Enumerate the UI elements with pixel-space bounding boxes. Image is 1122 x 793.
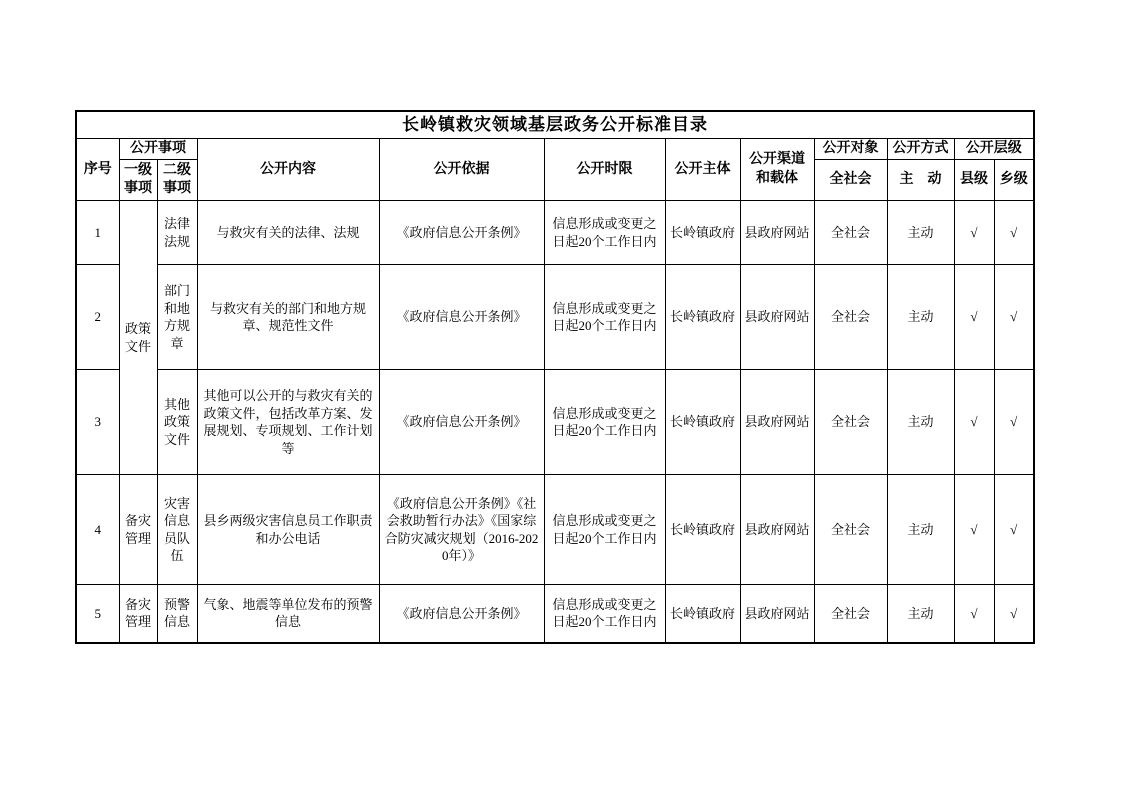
header-method-value: 主 动 xyxy=(887,160,954,201)
row1-county-checkmark: √ xyxy=(954,201,994,265)
table-row xyxy=(76,370,1034,475)
row1-method: 主动 xyxy=(887,201,954,265)
row3-basis: 《政府信息公开条例》 xyxy=(379,370,544,475)
row3-channel: 县政府网站 xyxy=(740,370,814,475)
row4-level1-matter: 备灾管理 xyxy=(119,475,157,585)
row3-township-checkmark: √ xyxy=(994,370,1034,475)
header-township-level: 乡级 xyxy=(994,160,1034,201)
row3-method: 主动 xyxy=(887,370,954,475)
row2-serial-no: 2 xyxy=(76,265,119,370)
row1-subject: 长岭镇政府 xyxy=(665,201,740,265)
row5-county-checkmark: √ xyxy=(954,585,994,643)
row4-basis: 《政府信息公开条例》《社会救助暂行办法》《国家综合防灾减灾规划（2016-2020年）》 xyxy=(379,475,544,585)
header-open-level: 公开层级 xyxy=(954,139,1034,160)
header-open-subject: 公开主体 xyxy=(665,139,740,201)
header-open-time-limit: 公开时限 xyxy=(544,139,665,201)
row4-level2-matter: 灾害信息员队伍 xyxy=(157,475,197,585)
row2-county-checkmark: √ xyxy=(954,265,994,370)
row4-time-limit: 信息形成或变更之日起20个工作日内 xyxy=(544,475,665,585)
row5-level2-matter: 预警信息 xyxy=(157,585,197,643)
row2-content: 与救灾有关的部门和地方规章、规范性文件 xyxy=(197,265,379,370)
header-open-content: 公开内容 xyxy=(197,139,379,201)
row2-method: 主动 xyxy=(887,265,954,370)
row4-method: 主动 xyxy=(887,475,954,585)
header-open-audience: 公开对象 xyxy=(814,139,887,160)
table-title-row xyxy=(76,111,1034,139)
header-serial-no: 序号 xyxy=(76,139,119,201)
catalog-table xyxy=(75,110,1035,644)
row3-level2-matter: 其他政策文件 xyxy=(157,370,197,475)
row4-audience: 全社会 xyxy=(814,475,887,585)
row2-audience: 全社会 xyxy=(814,265,887,370)
row1-channel: 县政府网站 xyxy=(740,201,814,265)
row3-county-checkmark: √ xyxy=(954,370,994,475)
header-open-method: 公开方式 xyxy=(887,139,954,160)
row5-time-limit: 信息形成或变更之日起20个工作日内 xyxy=(544,585,665,643)
row4-channel: 县政府网站 xyxy=(740,475,814,585)
header-level2-matter: 二级事项 xyxy=(157,160,197,201)
table-row xyxy=(76,475,1034,585)
row2-basis: 《政府信息公开条例》 xyxy=(379,265,544,370)
row3-subject: 长岭镇政府 xyxy=(665,370,740,475)
row1-level2-matter: 法律法规 xyxy=(157,201,197,265)
row1-basis: 《政府信息公开条例》 xyxy=(379,201,544,265)
row4-county-checkmark: √ xyxy=(954,475,994,585)
row5-township-checkmark: √ xyxy=(994,585,1034,643)
row3-serial-no: 3 xyxy=(76,370,119,475)
header-county-level: 县级 xyxy=(954,160,994,201)
row4-content: 县乡两级灾害信息员工作职责和办公电话 xyxy=(197,475,379,585)
row4-subject: 长岭镇政府 xyxy=(665,475,740,585)
row4-serial-no: 4 xyxy=(76,475,119,585)
table-title: 长岭镇救灾领域基层政务公开标准目录 xyxy=(76,111,1034,139)
row5-subject: 长岭镇政府 xyxy=(665,585,740,643)
row2-township-checkmark: √ xyxy=(994,265,1034,370)
row1-time-limit: 信息形成或变更之日起20个工作日内 xyxy=(544,201,665,265)
row5-channel: 县政府网站 xyxy=(740,585,814,643)
row4-township-checkmark: √ xyxy=(994,475,1034,585)
header-level1-matter: 一级事项 xyxy=(119,160,157,201)
header-open-channel: 公开渠道和载体 xyxy=(740,139,814,201)
table-row xyxy=(76,585,1034,643)
row5-serial-no: 5 xyxy=(76,585,119,643)
table-row xyxy=(76,201,1034,265)
row1-content: 与救灾有关的法律、法规 xyxy=(197,201,379,265)
header-audience-value: 全社会 xyxy=(814,160,887,201)
header-row-top xyxy=(76,139,1034,160)
row5-method: 主动 xyxy=(887,585,954,643)
row3-content: 其他可以公开的与救灾有关的政策文件，包括改革方案、发展规划、专项规划、工作计划等 xyxy=(197,370,379,475)
row5-content: 气象、地震等单位发布的预警信息 xyxy=(197,585,379,643)
row5-audience: 全社会 xyxy=(814,585,887,643)
row1-audience: 全社会 xyxy=(814,201,887,265)
header-open-basis: 公开依据 xyxy=(379,139,544,201)
table-row xyxy=(76,265,1034,370)
row3-audience: 全社会 xyxy=(814,370,887,475)
row2-subject: 长岭镇政府 xyxy=(665,265,740,370)
row2-time-limit: 信息形成或变更之日起20个工作日内 xyxy=(544,265,665,370)
row1-level1-matter: 政策文件 xyxy=(119,201,157,475)
row5-basis: 《政府信息公开条例》 xyxy=(379,585,544,643)
row2-channel: 县政府网站 xyxy=(740,265,814,370)
row2-level2-matter: 部门和地方规章 xyxy=(157,265,197,370)
row5-level1-matter: 备灾管理 xyxy=(119,585,157,643)
row1-serial-no: 1 xyxy=(76,201,119,265)
header-open-matters: 公开事项 xyxy=(119,139,197,160)
row1-township-checkmark: √ xyxy=(994,201,1034,265)
row3-time-limit: 信息形成或变更之日起20个工作日内 xyxy=(544,370,665,475)
